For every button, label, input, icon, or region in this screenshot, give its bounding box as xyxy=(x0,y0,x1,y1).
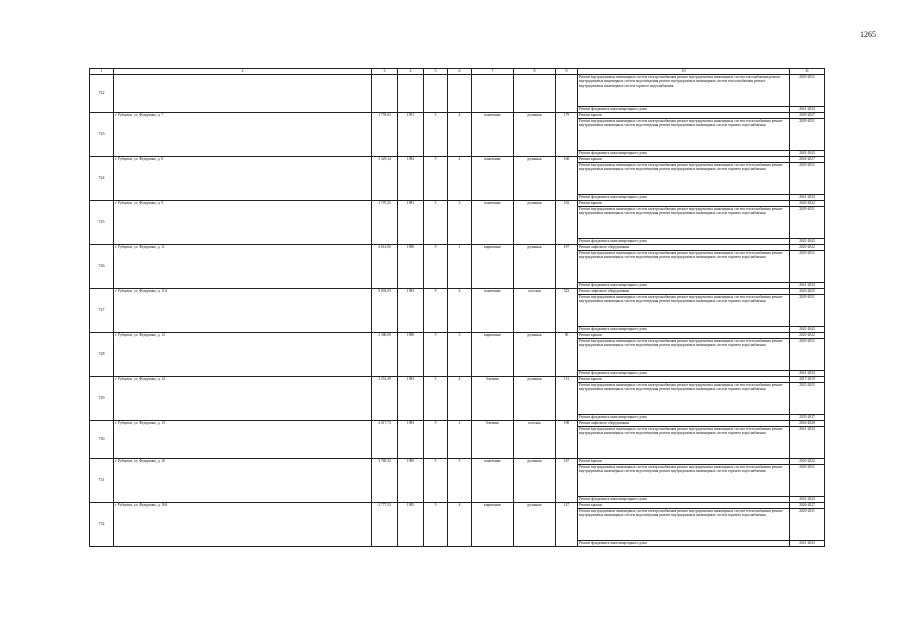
year-cell: 1985 xyxy=(398,459,424,503)
year-cell: 1983 xyxy=(398,289,424,333)
residents-cell: 523 xyxy=(556,289,578,333)
work-period-cell: 2023-2025 xyxy=(790,383,825,415)
header-cell: 1 xyxy=(90,69,114,75)
work-period-cell: 2029-2031 xyxy=(790,163,825,195)
work-type-cell: Ремонт фундамента многоквартирного дома xyxy=(578,497,790,503)
work-period-cell: 2017-2019 xyxy=(790,377,825,383)
work-type-cell: Ремонт лифтового оборудования xyxy=(578,421,790,427)
entrances-cell: 4 xyxy=(448,377,472,421)
roof-type-cell: плоская xyxy=(514,421,556,459)
wall-material-cell: кирпичные xyxy=(472,245,514,289)
wall-material-cell: панельные xyxy=(472,459,514,503)
entrances-cell: 4 xyxy=(448,503,472,547)
entrances-cell: 4 xyxy=(448,113,472,157)
entrances-cell: 6 xyxy=(448,289,472,333)
work-type-cell: Ремонт внутридомовых инженерных систем электроснабжения ремонт внутридомовых инженерных систем теплоснабжения ремонт внутридомовых инженерных систем водоотведения ремонт внутридомовых инженерных систем горячего водоснабжения xyxy=(578,465,790,497)
area-cell: 2 777,53 xyxy=(372,503,398,547)
address-cell: г. Рубцовск, ул. Федоренко, д. 11А xyxy=(114,289,372,333)
address-cell: г. Рубцовск, ул. Федоренко, д. 16А xyxy=(114,503,372,547)
work-type-cell: Ремонт внутридомовых инженерных систем электроснабжения ремонт внутридомовых инженерных систем теплоснабжения ремонт внутридомовых инженерных систем водоотведения ремонт внутридомовых инженерных систем горячего водоснабжения xyxy=(578,207,790,239)
roof-type-cell: рулонная xyxy=(514,113,556,157)
work-period-cell: 2029-2031 xyxy=(790,509,825,541)
wall-material-cell: панельные xyxy=(472,113,514,157)
work-type-cell: Ремонт фундамента многоквартирного дома xyxy=(578,283,790,289)
roof-type-cell: рулонная xyxy=(514,333,556,377)
area-cell: 1 759,63 xyxy=(372,113,398,157)
floors-cell: 9 xyxy=(424,421,448,459)
entrances-cell: 5 xyxy=(448,459,472,503)
floors-cell: 9 xyxy=(424,245,448,289)
area-cell: 4 614,00 xyxy=(372,245,398,289)
year-cell: 1983 xyxy=(398,421,424,459)
work-period-cell: 2041-2043 xyxy=(790,151,825,157)
wall-material-cell: панельные xyxy=(472,201,514,245)
work-type-cell: Ремонт крыши xyxy=(578,201,790,207)
floors-cell: 5 xyxy=(424,377,448,421)
work-period-cell: 2041-2043 xyxy=(790,107,825,113)
row-number: 729 xyxy=(90,377,114,421)
area-cell: 2 380,00 xyxy=(372,333,398,377)
work-period-cell: 2026-2027 xyxy=(790,157,825,163)
work-type-cell: Ремонт крыши xyxy=(578,333,790,339)
residents-cell: 131 xyxy=(556,377,578,421)
work-period-cell: 2026-2027 xyxy=(790,503,825,509)
floors-cell: 5 xyxy=(424,113,448,157)
work-period-cell: 2029-2031 xyxy=(790,251,825,283)
work-type-cell: Ремонт лифтового оборудования xyxy=(578,245,790,251)
address-cell: г. Рубцовск, ул. Федоренко, д. 15 xyxy=(114,421,372,459)
wall-material-cell: блочные xyxy=(472,377,514,421)
work-type-cell: Ремонт фундамента многоквартирного дома xyxy=(578,327,790,333)
row-number: 723 xyxy=(90,113,114,157)
work-period-cell: 2020-2022 xyxy=(790,201,825,207)
table-row xyxy=(90,75,825,107)
work-type-cell: Ремонт внутридомовых инженерных систем электроснабжения ремонт внутридомовых инженерных систем теплоснабжения ремонт внутридомовых инженерных систем водоотведения ремонт внутридомовых инженерных систем горячего водоснабжения xyxy=(578,163,790,195)
header-cell: 2 xyxy=(114,69,372,75)
wall-material-cell: панельные xyxy=(472,157,514,201)
year-cell: 1980 xyxy=(398,333,424,377)
work-type-cell: Ремонт внутридомовых инженерных систем электроснабжения ремонт внутридомовых инженерных систем теплоснабжения ремонт внутридомовых инженерных систем водоотведения ремонт внутридомовых инженерных систем горячего водоснабжения xyxy=(578,295,790,327)
work-period-cell: 2026-2028 xyxy=(790,421,825,427)
work-period-cell: 2035-2037 xyxy=(790,415,825,421)
area-cell: 1 707,25 xyxy=(372,201,398,245)
year-cell: 1985 xyxy=(398,503,424,547)
header-cell: 4 xyxy=(398,69,424,75)
work-type-cell: Ремонт фундамента многоквартирного дома xyxy=(578,371,790,377)
year-cell: 1981 xyxy=(398,201,424,245)
work-period-cell: 2029-2031 xyxy=(790,465,825,497)
work-period-cell: 2029-2031 xyxy=(790,75,825,107)
work-period-cell: 2041-2043 xyxy=(790,427,825,459)
header-cell: 6 xyxy=(448,69,472,75)
work-type-cell: Ремонт крыши xyxy=(578,157,790,163)
area-cell: 3 329,34 xyxy=(372,157,398,201)
work-type-cell: Ремонт крыши xyxy=(578,503,790,509)
entrances-cell: 4 xyxy=(448,157,472,201)
row-number: 728 xyxy=(90,333,114,377)
row-number: 731 xyxy=(90,459,114,503)
repair-program-table xyxy=(89,68,825,547)
address-cell: г. Рубцовск, ул. Федоренко, д. 9 xyxy=(114,201,372,245)
row-number: 727 xyxy=(90,289,114,333)
work-type-cell: Ремонт фундамента многоквартирного дома xyxy=(578,107,790,113)
year-cell: 1982 xyxy=(398,157,424,201)
row-number: 722 xyxy=(90,75,114,113)
work-type-cell: Ремонт лифтового оборудования xyxy=(578,289,790,295)
floors-cell: 5 xyxy=(424,503,448,547)
work-type-cell: Ремонт крыши xyxy=(578,113,790,119)
work-period-cell: 2041-2043 xyxy=(790,497,825,503)
entrances-cell: 3 xyxy=(448,201,472,245)
wall-material-cell xyxy=(472,75,514,113)
residents-cell: 198 xyxy=(556,421,578,459)
work-period-cell: 2029-2031 xyxy=(790,119,825,151)
work-period-cell: 2041-2043 xyxy=(790,239,825,245)
header-cell: 5 xyxy=(424,69,448,75)
work-period-cell: 2029-2031 xyxy=(790,339,825,371)
area-cell: 9 003,55 xyxy=(372,289,398,333)
roof-type-cell: рулонная xyxy=(514,377,556,421)
work-period-cell: 2029-2031 xyxy=(790,207,825,239)
work-period-cell: 2041-2043 xyxy=(790,195,825,201)
wall-material-cell: блочные xyxy=(472,421,514,459)
work-period-cell: 2029-2031 xyxy=(790,295,825,327)
floors-cell: 5 xyxy=(424,333,448,377)
work-type-cell: Ремонт внутридомовых инженерных систем электроснабжения ремонт внутридомовых инженерных систем теплоснабжения ремонт внутридомовых инженерных систем водоотведения ремонт внутридомовых инженерных систем горячего водоснабжения xyxy=(578,339,790,371)
work-period-cell: 2041-2043 xyxy=(790,371,825,377)
address-cell: г. Рубцовск, ул. Федоренко, д. 12 xyxy=(114,333,372,377)
residents-cell: 197 xyxy=(556,245,578,289)
wall-material-cell: панельные xyxy=(472,289,514,333)
entrances-cell: 2 xyxy=(448,421,472,459)
work-type-cell: Ремонт внутридомовых инженерных систем электроснабжения ремонт внутридомовых инженерных систем теплоснабжения ремонт внутридомовых инженерных систем водоотведения ремонт внутридомовых инженерных систем горячего водоснабжения xyxy=(578,383,790,415)
row-number: 725 xyxy=(90,201,114,245)
residents-cell: 147 xyxy=(556,503,578,547)
work-period-cell: 2020-2022 xyxy=(790,245,825,251)
header-cell: 8 xyxy=(514,69,556,75)
work-type-cell: Ремонт фундамента многоквартирного дома xyxy=(578,195,790,201)
year-cell: 1991 xyxy=(398,113,424,157)
work-period-cell: 2029-2027 xyxy=(790,113,825,119)
roof-type-cell: рулонная xyxy=(514,245,556,289)
residents-cell: 160 xyxy=(556,157,578,201)
residents-cell: 179 xyxy=(556,113,578,157)
work-type-cell: Ремонт внутридомовых инженерных систем электроснабжения ремонт внутридомовых инженерных систем теплоснабжения ремонт внутридомовых инженерных систем водоотведения ремонт внутридомовых инженерных систем горячего водоснабжения xyxy=(578,251,790,283)
floors-cell: 5 xyxy=(424,459,448,503)
work-type-cell: Ремонт внутридомовых инженерных систем электроснабжения ремонт внутридомовых инженерных систем теплоснабжения ремонт внутридомовых инженерных систем водоотведения ремонт внутридомовых инженерных систем горячего водоснабжения xyxy=(578,427,790,459)
address-cell: г. Рубцовск, ул. Федоренко, д. 7 xyxy=(114,113,372,157)
work-type-cell: Ремонт внутридомовых инженерных систем электроснабжения ремонт внутридомовых инженерных систем теплоснабжения ремонт внутридомовых инженерных систем водоотведения ремонт внутридомовых инженерных систем горячего водоснабжения xyxy=(578,119,790,151)
roof-type-cell: рулонная xyxy=(514,157,556,201)
work-type-cell: Ремонт фундамента многоквартирного дома xyxy=(578,151,790,157)
work-type-cell: Ремонт внутридомовых инженерных систем электроснабжения ремонт внутридомовых инженерных систем газоснабжения ремонт внутридомовых инженерных систем водоотведения ремонт внутридомовых инженерных систем теплоснабжения ремонт внутридомовых инженерных систем горячего водоснабжения xyxy=(578,75,790,107)
wall-material-cell: кирпичные xyxy=(472,503,514,547)
work-type-cell: Ремонт крыши xyxy=(578,377,790,383)
area-cell: 2 251,49 xyxy=(372,377,398,421)
wall-material-cell: кирпичные xyxy=(472,333,514,377)
work-type-cell: Ремонт внутридомовых инженерных систем электроснабжения ремонт внутридомовых инженерных систем теплоснабжения ремонт внутридомовых инженерных систем водоотведения ремонт внутридомовых инженерных систем горячего водоснабжения xyxy=(578,509,790,541)
roof-type-cell: рулонная xyxy=(514,201,556,245)
address-cell xyxy=(114,75,372,113)
roof-type-cell: плоская xyxy=(514,289,556,333)
roof-type-cell: рулонная xyxy=(514,459,556,503)
floors-cell: 5 xyxy=(424,157,448,201)
work-period-cell: 2020-2022 xyxy=(790,333,825,339)
header-cell: 10 xyxy=(578,69,790,75)
residents-cell: 167 xyxy=(556,459,578,503)
roof-type-cell xyxy=(514,75,556,113)
work-period-cell: 2023-2025 xyxy=(790,289,825,295)
year-cell: 1980 xyxy=(398,245,424,289)
address-cell: г. Рубцовск, ул. Федоренко, д. 14 xyxy=(114,377,372,421)
year-cell: 1983 xyxy=(398,377,424,421)
work-type-cell: Ремонт крыши xyxy=(578,459,790,465)
work-type-cell: Ремонт фундамента многоквартирного дома xyxy=(578,239,790,245)
year-cell xyxy=(398,75,424,113)
work-type-cell: Ремонт фундамента многоквартирного дома xyxy=(578,415,790,421)
header-cell: 7 xyxy=(472,69,514,75)
row-number: 726 xyxy=(90,245,114,289)
header-cell: 3 xyxy=(372,69,398,75)
page-number: 1265 xyxy=(860,30,876,39)
row-number: 724 xyxy=(90,157,114,201)
floors-cell: 5 xyxy=(424,201,448,245)
floors-cell xyxy=(424,75,448,113)
header-cell: 9 xyxy=(556,69,578,75)
area-cell: 3 760,32 xyxy=(372,459,398,503)
header-cell: 11 xyxy=(790,69,825,75)
work-type-cell: Ремонт фундамента многоквартирного дома xyxy=(578,541,790,547)
residents-cell: 102 xyxy=(556,201,578,245)
work-period-cell: 2041-2043 xyxy=(790,283,825,289)
address-cell: г. Рубцовск, ул. Федоренко, д. 16 xyxy=(114,459,372,503)
address-cell: г. Рубцовск, ул. Федоренко, д. 8 xyxy=(114,157,372,201)
work-period-cell: 2041-2043 xyxy=(790,327,825,333)
row-number: 732 xyxy=(90,503,114,547)
work-period-cell: 2020-2022 xyxy=(790,459,825,465)
floors-cell: 9 xyxy=(424,289,448,333)
entrances-cell: 1 xyxy=(448,245,472,289)
row-number: 730 xyxy=(90,421,114,459)
roof-type-cell: рулонная xyxy=(514,503,556,547)
entrances-cell: 3 xyxy=(448,333,472,377)
area-cell: 4 017,73 xyxy=(372,421,398,459)
address-cell: г. Рубцовск, ул. Федоренко, д. 11 xyxy=(114,245,372,289)
area-cell xyxy=(372,75,398,113)
residents-cell: 90 xyxy=(556,333,578,377)
residents-cell xyxy=(556,75,578,113)
work-period-cell: 2041-2043 xyxy=(790,541,825,547)
entrances-cell xyxy=(448,75,472,113)
